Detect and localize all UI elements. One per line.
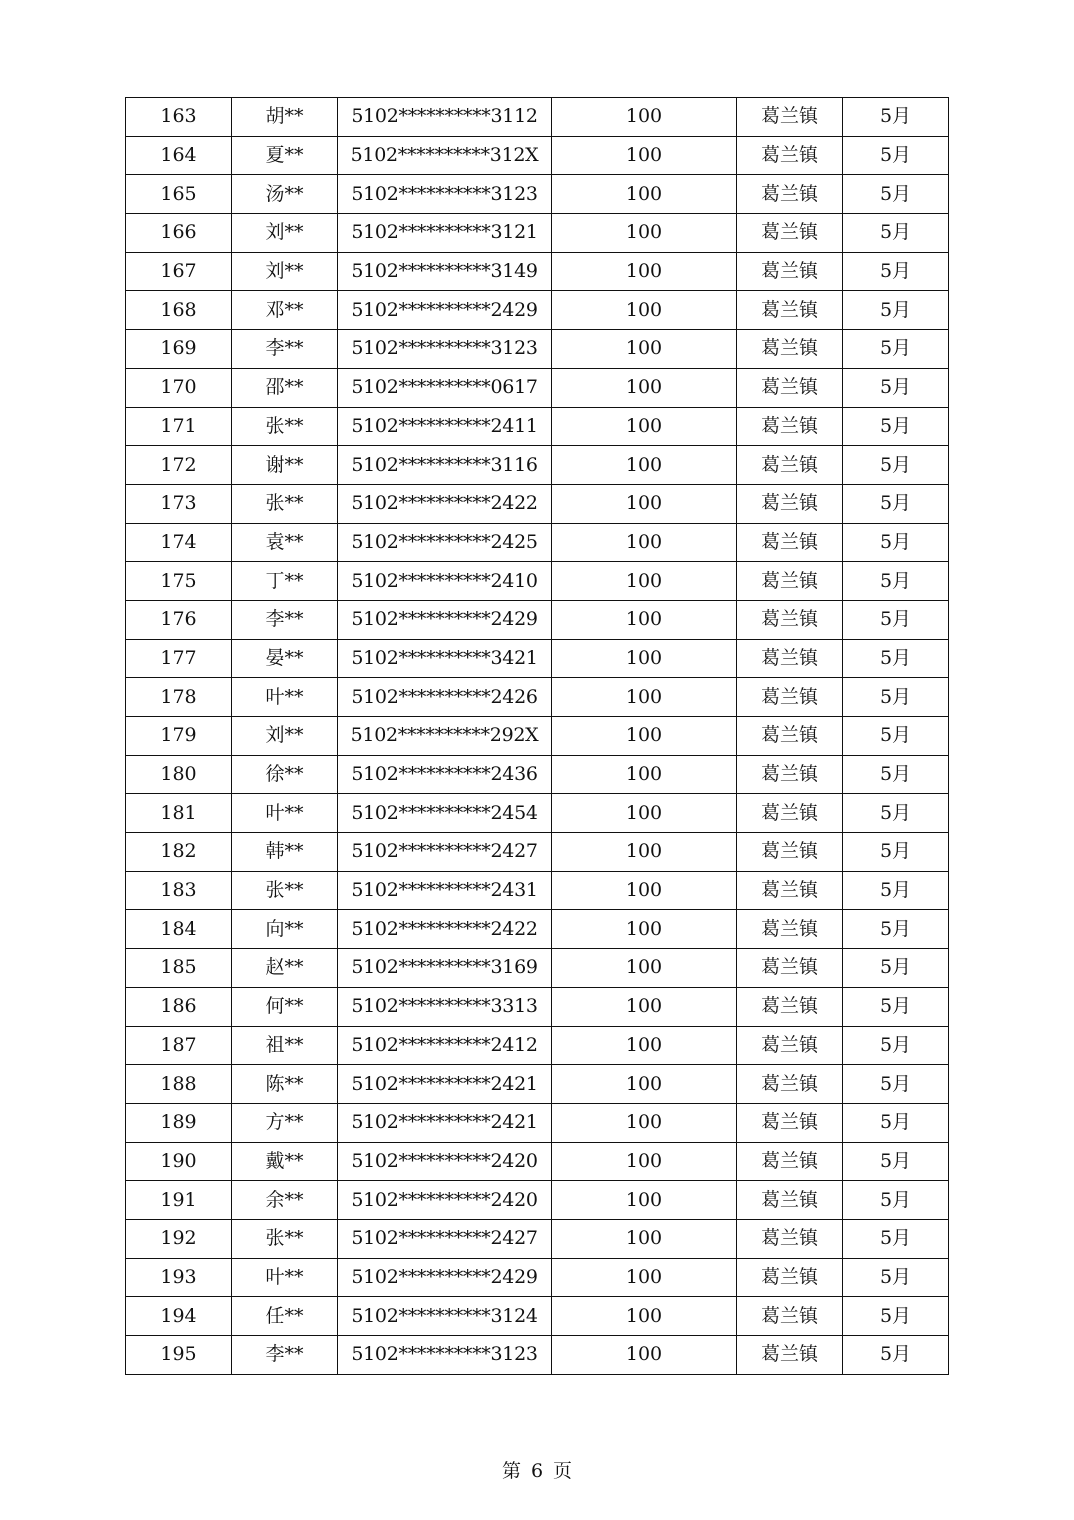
name-cell: 夏**: [232, 136, 338, 175]
row-number-cell: 182: [126, 833, 232, 872]
id-number-cell: 5102**********2436: [338, 755, 552, 794]
amount-cell: 100: [552, 1065, 737, 1104]
amount-cell: 100: [552, 1297, 737, 1336]
row-number-cell: 169: [126, 330, 232, 369]
town-cell: 葛兰镇: [737, 330, 843, 369]
row-number-cell: 164: [126, 136, 232, 175]
town-cell: 葛兰镇: [737, 1336, 843, 1375]
month-cell: 5月: [843, 175, 949, 214]
town-cell: 葛兰镇: [737, 136, 843, 175]
id-number-cell: 5102**********0617: [338, 368, 552, 407]
name-cell: 赵**: [232, 949, 338, 988]
row-number-cell: 184: [126, 910, 232, 949]
table-row: [126, 871, 949, 910]
name-cell: 李**: [232, 600, 338, 639]
row-number-cell: 171: [126, 407, 232, 446]
name-cell: 谢**: [232, 446, 338, 485]
table-row: [126, 1258, 949, 1297]
month-cell: 5月: [843, 252, 949, 291]
row-number-cell: 195: [126, 1336, 232, 1375]
month-cell: 5月: [843, 910, 949, 949]
table-row: [126, 291, 949, 330]
table-row: [126, 330, 949, 369]
id-number-cell: 5102**********3313: [338, 987, 552, 1026]
month-cell: 5月: [843, 291, 949, 330]
town-cell: 葛兰镇: [737, 252, 843, 291]
name-cell: 方**: [232, 1103, 338, 1142]
amount-cell: 100: [552, 407, 737, 446]
amount-cell: 100: [552, 1219, 737, 1258]
name-cell: 邵**: [232, 368, 338, 407]
month-cell: 5月: [843, 98, 949, 137]
amount-cell: 100: [552, 755, 737, 794]
table-row: [126, 639, 949, 678]
row-number-cell: 167: [126, 252, 232, 291]
row-number-cell: 165: [126, 175, 232, 214]
id-number-cell: 5102**********2420: [338, 1142, 552, 1181]
table-row: [126, 1336, 949, 1375]
month-cell: 5月: [843, 678, 949, 717]
id-number-cell: 5102**********3123: [338, 1336, 552, 1375]
footer-suffix: 页: [553, 1460, 573, 1482]
table-row: [126, 1297, 949, 1336]
id-number-cell: 5102**********2454: [338, 794, 552, 833]
table-row: [126, 1142, 949, 1181]
table-row: [126, 523, 949, 562]
table-row: [126, 562, 949, 601]
id-number-cell: 5102**********312X: [338, 136, 552, 175]
name-cell: 张**: [232, 407, 338, 446]
town-cell: 葛兰镇: [737, 214, 843, 253]
town-cell: 葛兰镇: [737, 98, 843, 137]
id-number-cell: 5102**********3123: [338, 330, 552, 369]
table-row: [126, 98, 949, 137]
row-number-cell: 178: [126, 678, 232, 717]
town-cell: 葛兰镇: [737, 1026, 843, 1065]
row-number-cell: 176: [126, 600, 232, 639]
row-number-cell: 188: [126, 1065, 232, 1104]
month-cell: 5月: [843, 136, 949, 175]
table-row: [126, 1181, 949, 1220]
month-cell: 5月: [843, 562, 949, 601]
id-number-cell: 5102**********2427: [338, 1219, 552, 1258]
town-cell: 葛兰镇: [737, 1181, 843, 1220]
town-cell: 葛兰镇: [737, 678, 843, 717]
amount-cell: 100: [552, 871, 737, 910]
row-number-cell: 172: [126, 446, 232, 485]
town-cell: 葛兰镇: [737, 1297, 843, 1336]
row-number-cell: 192: [126, 1219, 232, 1258]
amount-cell: 100: [552, 678, 737, 717]
name-cell: 任**: [232, 1297, 338, 1336]
amount-cell: 100: [552, 252, 737, 291]
table-row: [126, 600, 949, 639]
id-number-cell: 5102**********2411: [338, 407, 552, 446]
amount-cell: 100: [552, 833, 737, 872]
table-row: [126, 175, 949, 214]
amount-cell: 100: [552, 1026, 737, 1065]
town-cell: 葛兰镇: [737, 175, 843, 214]
town-cell: 葛兰镇: [737, 910, 843, 949]
name-cell: 戴**: [232, 1142, 338, 1181]
name-cell: 祖**: [232, 1026, 338, 1065]
month-cell: 5月: [843, 1065, 949, 1104]
name-cell: 张**: [232, 484, 338, 523]
name-cell: 胡**: [232, 98, 338, 137]
month-cell: 5月: [843, 330, 949, 369]
town-cell: 葛兰镇: [737, 871, 843, 910]
id-number-cell: 5102**********2410: [338, 562, 552, 601]
month-cell: 5月: [843, 484, 949, 523]
row-number-cell: 186: [126, 987, 232, 1026]
id-number-cell: 5102**********2421: [338, 1065, 552, 1104]
name-cell: 刘**: [232, 717, 338, 756]
name-cell: 刘**: [232, 214, 338, 253]
amount-cell: 100: [552, 949, 737, 988]
amount-cell: 100: [552, 330, 737, 369]
month-cell: 5月: [843, 871, 949, 910]
row-number-cell: 189: [126, 1103, 232, 1142]
id-number-cell: 5102**********2426: [338, 678, 552, 717]
town-cell: 葛兰镇: [737, 368, 843, 407]
amount-cell: 100: [552, 523, 737, 562]
month-cell: 5月: [843, 1258, 949, 1297]
town-cell: 葛兰镇: [737, 562, 843, 601]
month-cell: 5月: [843, 1103, 949, 1142]
row-number-cell: 163: [126, 98, 232, 137]
id-number-cell: 5102**********2421: [338, 1103, 552, 1142]
name-cell: 张**: [232, 1219, 338, 1258]
month-cell: 5月: [843, 755, 949, 794]
month-cell: 5月: [843, 949, 949, 988]
id-number-cell: 5102**********3169: [338, 949, 552, 988]
row-number-cell: 175: [126, 562, 232, 601]
id-number-cell: 5102**********3121: [338, 214, 552, 253]
amount-cell: 100: [552, 794, 737, 833]
amount-cell: 100: [552, 368, 737, 407]
row-number-cell: 170: [126, 368, 232, 407]
name-cell: 向**: [232, 910, 338, 949]
month-cell: 5月: [843, 214, 949, 253]
amount-cell: 100: [552, 987, 737, 1026]
id-number-cell: 5102**********2420: [338, 1181, 552, 1220]
table-row: [126, 446, 949, 485]
row-number-cell: 193: [126, 1258, 232, 1297]
name-cell: 晏**: [232, 639, 338, 678]
id-number-cell: 5102**********2429: [338, 1258, 552, 1297]
id-number-cell: 5102**********292X: [338, 717, 552, 756]
name-cell: 邓**: [232, 291, 338, 330]
table-row: [126, 1026, 949, 1065]
month-cell: 5月: [843, 1219, 949, 1258]
amount-cell: 100: [552, 136, 737, 175]
id-number-cell: 5102**********3421: [338, 639, 552, 678]
town-cell: 葛兰镇: [737, 949, 843, 988]
month-cell: 5月: [843, 1142, 949, 1181]
name-cell: 刘**: [232, 252, 338, 291]
amount-cell: 100: [552, 562, 737, 601]
amount-cell: 100: [552, 214, 737, 253]
name-cell: 余**: [232, 1181, 338, 1220]
month-cell: 5月: [843, 1026, 949, 1065]
id-number-cell: 5102**********2429: [338, 600, 552, 639]
town-cell: 葛兰镇: [737, 446, 843, 485]
town-cell: 葛兰镇: [737, 1258, 843, 1297]
name-cell: 张**: [232, 871, 338, 910]
table-row: [126, 949, 949, 988]
town-cell: 葛兰镇: [737, 484, 843, 523]
amount-cell: 100: [552, 717, 737, 756]
row-number-cell: 183: [126, 871, 232, 910]
row-number-cell: 181: [126, 794, 232, 833]
table-row: [126, 407, 949, 446]
id-number-cell: 5102**********2427: [338, 833, 552, 872]
row-number-cell: 191: [126, 1181, 232, 1220]
amount-cell: 100: [552, 1181, 737, 1220]
row-number-cell: 187: [126, 1026, 232, 1065]
town-cell: 葛兰镇: [737, 987, 843, 1026]
town-cell: 葛兰镇: [737, 717, 843, 756]
table-row: [126, 678, 949, 717]
name-cell: 徐**: [232, 755, 338, 794]
id-number-cell: 5102**********3116: [338, 446, 552, 485]
month-cell: 5月: [843, 1181, 949, 1220]
month-cell: 5月: [843, 368, 949, 407]
page-footer: [0, 1456, 1074, 1483]
town-cell: 葛兰镇: [737, 600, 843, 639]
footer-prefix: 第: [501, 1460, 521, 1482]
id-number-cell: 5102**********2422: [338, 910, 552, 949]
row-number-cell: 168: [126, 291, 232, 330]
id-number-cell: 5102**********3123: [338, 175, 552, 214]
name-cell: 叶**: [232, 794, 338, 833]
month-cell: 5月: [843, 407, 949, 446]
amount-cell: 100: [552, 639, 737, 678]
amount-cell: 100: [552, 1142, 737, 1181]
month-cell: 5月: [843, 717, 949, 756]
table-row: [126, 1065, 949, 1104]
name-cell: 李**: [232, 1336, 338, 1375]
id-number-cell: 5102**********3124: [338, 1297, 552, 1336]
month-cell: 5月: [843, 1336, 949, 1375]
amount-cell: 100: [552, 1336, 737, 1375]
table-row: [126, 252, 949, 291]
row-number-cell: 194: [126, 1297, 232, 1336]
name-cell: 叶**: [232, 678, 338, 717]
table-row: [126, 987, 949, 1026]
month-cell: 5月: [843, 639, 949, 678]
town-cell: 葛兰镇: [737, 1219, 843, 1258]
name-cell: 何**: [232, 987, 338, 1026]
table-row: [126, 136, 949, 175]
month-cell: 5月: [843, 600, 949, 639]
amount-cell: 100: [552, 1258, 737, 1297]
town-cell: 葛兰镇: [737, 794, 843, 833]
table-row: [126, 794, 949, 833]
town-cell: 葛兰镇: [737, 1142, 843, 1181]
town-cell: 葛兰镇: [737, 291, 843, 330]
month-cell: 5月: [843, 1297, 949, 1336]
row-number-cell: 180: [126, 755, 232, 794]
row-number-cell: 179: [126, 717, 232, 756]
table-row: [126, 1219, 949, 1258]
month-cell: 5月: [843, 987, 949, 1026]
town-cell: 葛兰镇: [737, 1103, 843, 1142]
name-cell: 陈**: [232, 1065, 338, 1104]
month-cell: 5月: [843, 833, 949, 872]
row-number-cell: 173: [126, 484, 232, 523]
town-cell: 葛兰镇: [737, 1065, 843, 1104]
row-number-cell: 166: [126, 214, 232, 253]
town-cell: 葛兰镇: [737, 833, 843, 872]
table-row: [126, 755, 949, 794]
row-number-cell: 185: [126, 949, 232, 988]
table-row: [126, 910, 949, 949]
month-cell: 5月: [843, 794, 949, 833]
amount-cell: 100: [552, 98, 737, 137]
month-cell: 5月: [843, 446, 949, 485]
table-row: [126, 484, 949, 523]
table-row: [126, 214, 949, 253]
name-cell: 丁**: [232, 562, 338, 601]
name-cell: 李**: [232, 330, 338, 369]
row-number-cell: 177: [126, 639, 232, 678]
amount-cell: 100: [552, 600, 737, 639]
amount-cell: 100: [552, 1103, 737, 1142]
name-cell: 韩**: [232, 833, 338, 872]
id-number-cell: 5102**********3112: [338, 98, 552, 137]
amount-cell: 100: [552, 910, 737, 949]
id-number-cell: 5102**********3149: [338, 252, 552, 291]
id-number-cell: 5102**********2412: [338, 1026, 552, 1065]
town-cell: 葛兰镇: [737, 755, 843, 794]
amount-cell: 100: [552, 484, 737, 523]
town-cell: 葛兰镇: [737, 639, 843, 678]
row-number-cell: 190: [126, 1142, 232, 1181]
id-number-cell: 5102**********2422: [338, 484, 552, 523]
table-row: [126, 717, 949, 756]
amount-cell: 100: [552, 291, 737, 330]
month-cell: 5月: [843, 523, 949, 562]
id-number-cell: 5102**********2425: [338, 523, 552, 562]
town-cell: 葛兰镇: [737, 407, 843, 446]
table-row: [126, 368, 949, 407]
amount-cell: 100: [552, 446, 737, 485]
id-number-cell: 5102**********2431: [338, 871, 552, 910]
name-cell: 叶**: [232, 1258, 338, 1297]
id-number-cell: 5102**********2429: [338, 291, 552, 330]
name-cell: 汤**: [232, 175, 338, 214]
row-number-cell: 174: [126, 523, 232, 562]
table-row: [126, 833, 949, 872]
amount-cell: 100: [552, 175, 737, 214]
name-cell: 袁**: [232, 523, 338, 562]
table-row: [126, 1103, 949, 1142]
town-cell: 葛兰镇: [737, 523, 843, 562]
roster-table: [125, 97, 949, 1375]
roster-body: [126, 98, 949, 1375]
page-number: 6: [530, 1460, 544, 1482]
